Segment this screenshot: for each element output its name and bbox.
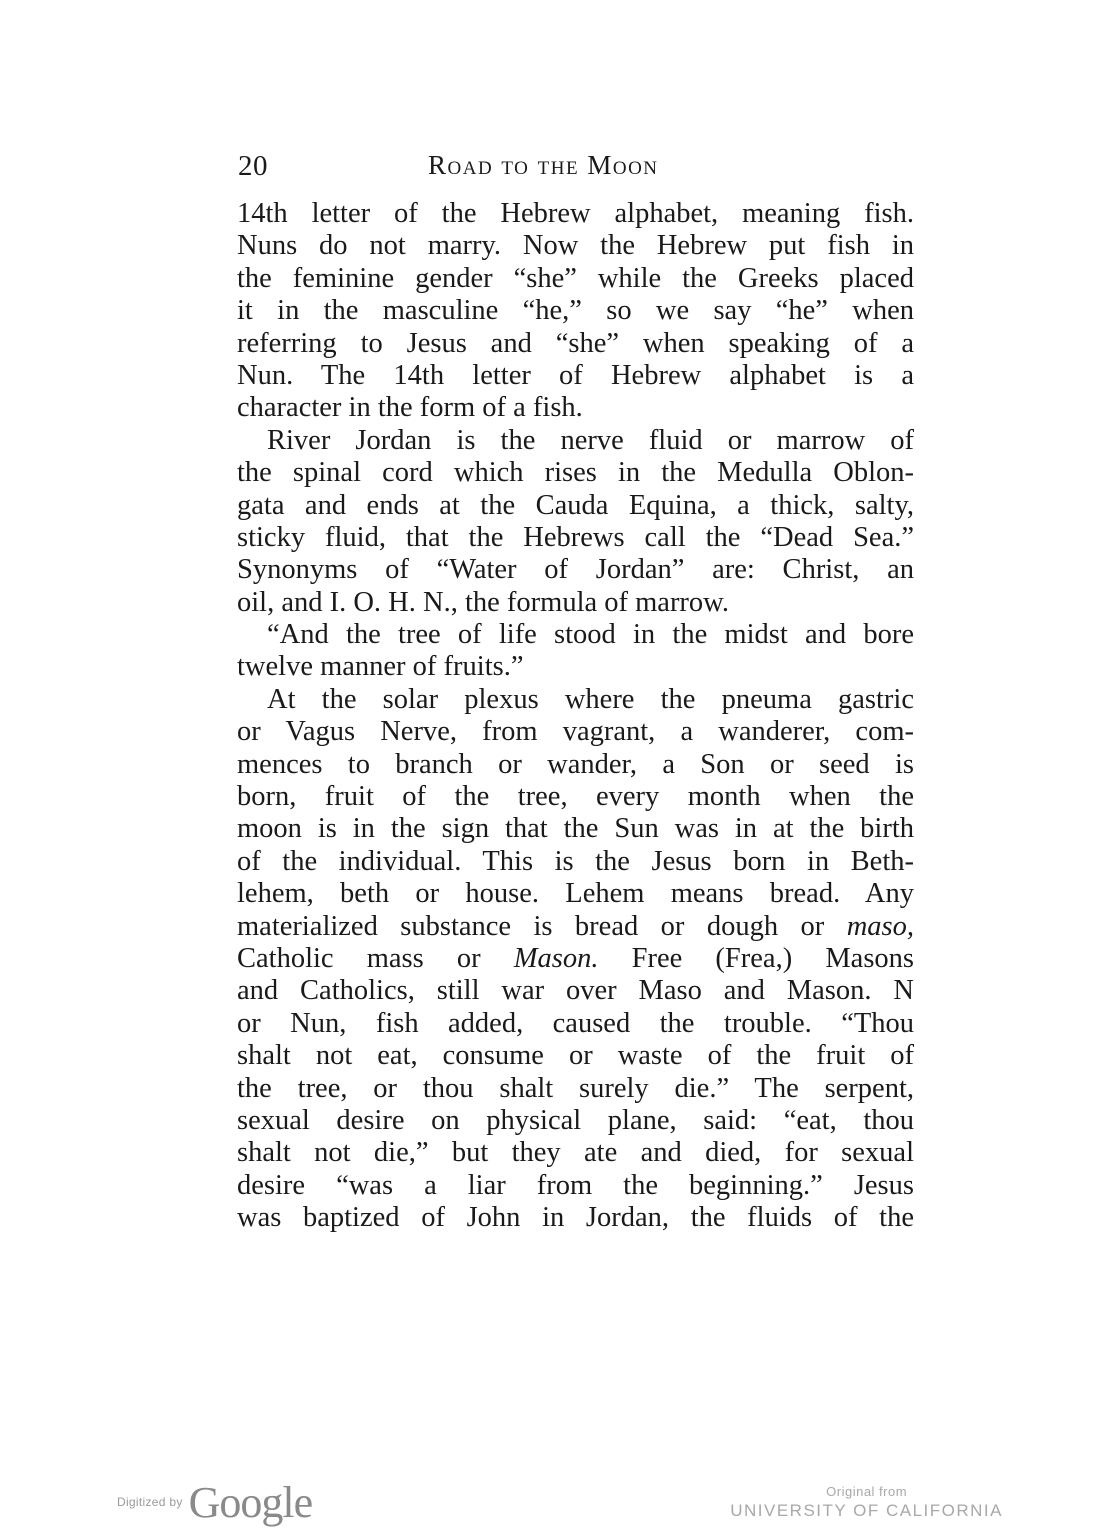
text-line: or Vagus Nerve, from vagrant, a wanderer, com- (237, 716, 914, 748)
text-line: and Catholics, still war over Maso and Mason. N (237, 975, 914, 1007)
text-line: the spinal cord which rises in the Medulla Oblon- (237, 457, 914, 489)
text-line: oil, and I. O. H. N., the formula of marrow. (237, 586, 730, 618)
text-line: the feminine gender “she” while the Greeks placed (237, 262, 914, 294)
text-line: lehem, beth or house. Lehem means bread. Any (237, 878, 914, 910)
paragraph-first-line: At the solar plexus where the pneuma gastric (267, 683, 914, 715)
text-line: desire “was a liar from the beginning.” Jesus (237, 1169, 914, 1201)
text-line (237, 943, 914, 975)
text-line (237, 911, 914, 943)
line-text: materialized substance is bread or dough or (237, 910, 825, 942)
line-text: Catholic mass or (237, 942, 481, 974)
text-line: referring to Jesus and “she” when speaking of a (237, 327, 914, 359)
italic-word: maso, (846, 910, 914, 942)
source-watermark (730, 1484, 1003, 1521)
text-line: twelve manner of fruits.” (237, 651, 524, 683)
text-line: gata and ends at the Cauda Equina, a thick, salty, (237, 489, 914, 521)
paragraph-first-line: “And the tree of life stood in the midst and bore (267, 619, 914, 651)
digitized-by-watermark (117, 1472, 312, 1532)
original-from-label: Original from (826, 1484, 908, 1499)
running-title: Road to the Moon (428, 150, 659, 180)
text-line: was baptized of John in Jordan, the fluids of the (237, 1202, 914, 1234)
line-text: Free (Frea,) Masons (631, 942, 915, 974)
text-line: Nuns do not marry. Now the Hebrew put fish in (237, 230, 914, 262)
text-line: born, fruit of the tree, every month when the (237, 781, 914, 813)
text-line: the tree, or thou shalt surely die.” The serpent, (237, 1072, 914, 1104)
text-line: it in the masculine “he,” so we say “he” when (237, 295, 914, 327)
digitized-by-label: Digitized by (117, 1495, 183, 1509)
google-logo: Google (188, 1477, 313, 1527)
institution-name: UNIVERSITY OF CALIFORNIA (730, 1501, 1003, 1520)
paragraph-first-line: River Jordan is the nerve fluid or marrow of (267, 424, 914, 456)
text-line: shalt not die,” but they ate and died, for sexual (237, 1137, 914, 1169)
text-line: or Nun, fish added, caused the trouble. “Thou (237, 1007, 914, 1039)
text-line: character in the form of a fish. (237, 392, 583, 424)
page-number: 20 (238, 150, 268, 182)
body-text (237, 198, 914, 1235)
text-line: Synonyms of “Water of Jordan” are: Christ, an (237, 554, 914, 586)
text-line: Nun. The 14th letter of Hebrew alphabet is a (237, 359, 914, 391)
text-line: sexual desire on physical plane, said: “eat, thou (237, 1104, 914, 1136)
text-line: moon is in the sign that the Sun was in at the birth (237, 813, 914, 845)
page-header (238, 150, 918, 190)
text-line: 14th letter of the Hebrew alphabet, meaning fish. (237, 198, 914, 229)
text-line: of the individual. This is the Jesus born in Beth- (237, 845, 914, 877)
italic-word: Mason. (513, 942, 599, 974)
text-line: sticky fluid, that the Hebrews call the “Dead Sea.” (237, 521, 914, 553)
text-line: mences to branch or wander, a Son or seed is (237, 748, 914, 780)
text-line: shalt not eat, consume or waste of the fruit of (237, 1040, 914, 1072)
